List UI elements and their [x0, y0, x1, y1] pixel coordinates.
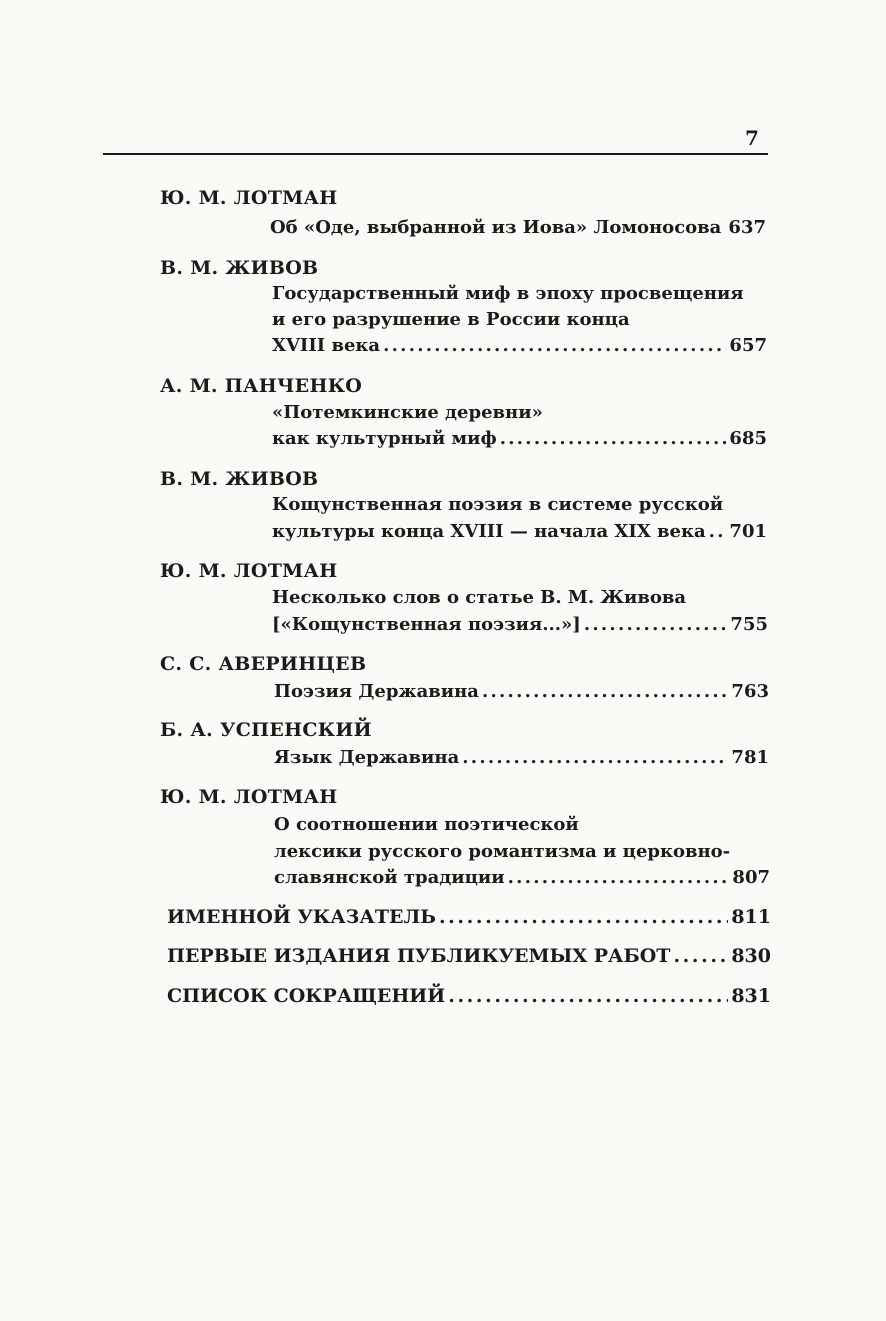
dot-leader	[448, 985, 728, 1007]
page-ref: 811	[731, 906, 771, 928]
toc-entry-line	[272, 428, 767, 449]
dot-leader	[383, 335, 726, 356]
page-ref: 781	[731, 747, 769, 768]
header-rule	[103, 153, 768, 155]
article-title: культуры конца XVIII — начала XIX века	[272, 521, 706, 542]
article-title-line: и его разрушение в России конца	[272, 309, 630, 330]
dot-leader	[724, 217, 725, 238]
page-ref: 685	[729, 428, 767, 449]
article-title: XVIII века	[272, 335, 381, 356]
article-title: Поэзия Державина	[274, 681, 479, 702]
dot-leader	[439, 906, 728, 928]
toc-entry-line	[274, 867, 770, 888]
author-name: С. С. АВЕРИНЦЕВ	[160, 653, 367, 675]
dot-leader	[508, 867, 730, 888]
page-ref: 657	[729, 335, 767, 356]
toc-section-line	[167, 945, 771, 967]
author-name: Ю. М. ЛОТМАН	[160, 560, 338, 582]
toc-section-line	[167, 906, 771, 928]
toc-entry-line	[272, 521, 767, 542]
author-name: В. М. ЖИВОВ	[160, 257, 319, 279]
article-title-line: Несколько слов о статье В. М. Живова	[272, 587, 687, 608]
article-title: славянской традиции	[274, 867, 505, 888]
page-number: 7	[745, 126, 759, 150]
dot-leader	[462, 747, 728, 768]
toc-entry-line	[272, 335, 767, 356]
author-name: В. М. ЖИВОВ	[160, 468, 319, 490]
article-title-line: Государственный миф в эпоху просвещения	[272, 283, 744, 304]
section-title: СПИСОК СОКРАЩЕНИЙ	[167, 985, 446, 1007]
article-title-line: «Потемкинские деревни»	[272, 402, 543, 423]
author-name: Ю. М. ЛОТМАН	[160, 786, 338, 808]
dot-leader	[709, 521, 727, 542]
toc-entry-line	[272, 614, 768, 635]
article-title: Язык Державина	[274, 747, 460, 768]
author-name: А. М. ПАНЧЕНКО	[160, 375, 363, 397]
toc-section-line	[167, 985, 771, 1007]
dot-leader	[673, 945, 728, 967]
page-ref: 831	[731, 985, 771, 1007]
page-ref: 637	[728, 217, 766, 238]
section-title: ПЕРВЫЕ ИЗДАНИЯ ПУБЛИКУЕМЫХ РАБОТ	[167, 945, 671, 967]
author-name: Ю. М. ЛОТМАН	[160, 187, 338, 209]
page-ref: 807	[732, 867, 770, 888]
page-ref: 763	[731, 681, 769, 702]
page-ref: 701	[729, 521, 767, 542]
article-title-line: лексики русского романтизма и церковно-	[274, 841, 731, 862]
article-title: Об «Оде, выбранной из Иова» Ломоносова	[270, 217, 722, 238]
toc-entry-line	[274, 681, 769, 702]
article-title: [«Кощунственная поэзия...»]	[272, 614, 581, 635]
dot-leader	[500, 428, 727, 449]
article-title: как культурный миф	[272, 428, 497, 449]
dot-leader	[482, 681, 728, 702]
toc-entry-line	[274, 747, 769, 768]
toc-entry-line	[270, 217, 766, 238]
article-title-line: О соотношении поэтической	[274, 814, 579, 835]
author-name: Б. А. УСПЕНСКИЙ	[160, 719, 372, 741]
section-title: ИМЕННОЙ УКАЗАТЕЛЬ	[167, 906, 436, 928]
article-title-line: Кощунственная поэзия в системе русской	[272, 494, 724, 515]
page-ref: 830	[731, 945, 771, 967]
page-ref: 755	[730, 614, 768, 635]
dot-leader	[584, 614, 728, 635]
